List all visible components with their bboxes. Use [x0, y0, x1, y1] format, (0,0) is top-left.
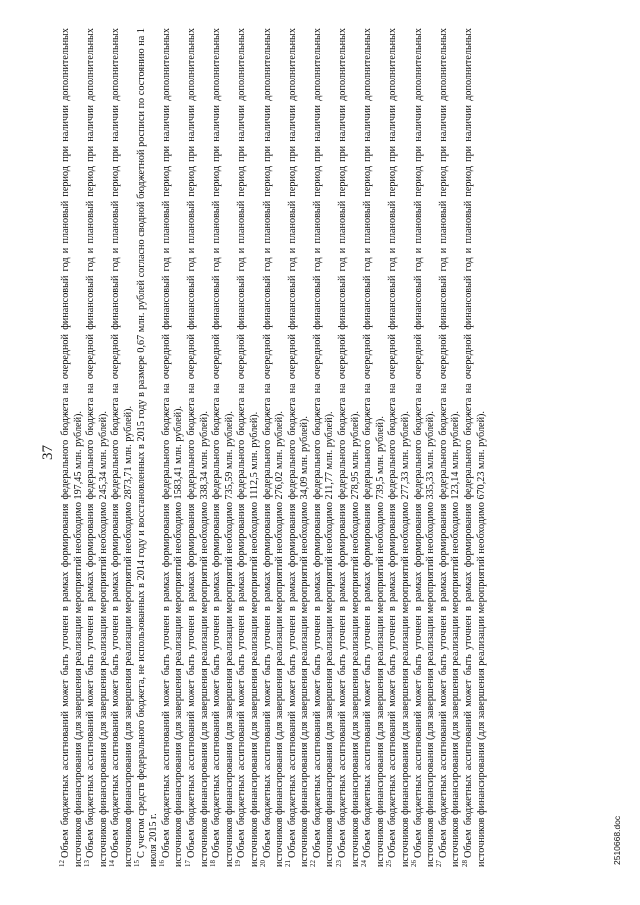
footnote-text: Объем бюджетных ассигнований может быть уточнен в рамках формирования федерального бюджета на очередной финансовый год и плановый период при наличии дополнительных источников финансирования (для завершения реализации мероприятий необходимо 338,34 млн. рублей).	[185, 28, 210, 867]
footnote-text: Объем бюджетных ассигнований может быть уточнен в рамках формирования федерального бюджета на очередной финансовый год и плановый период при наличии дополнительных источников финансирования (для завершения реализации мероприятий необходимо 245,34 млн. рублей).	[85, 28, 109, 867]
footnote-number: 20	[259, 860, 268, 867]
document-filename: 2510668.doc	[612, 815, 622, 865]
footnote-number: 28	[460, 860, 469, 867]
footnote-number: 17	[183, 860, 192, 867]
footnote-number: 24	[359, 860, 368, 867]
footnote-text: Объем бюджетных ассигнований может быть уточнен в рамках формирования федерального бюджета на очередной финансовый год и плановый период при наличии дополнительных источников финансирования (для завершения реализации мероприятий необходимо 2873,71 млн. рублей).	[110, 28, 134, 867]
footnote	[387, 28, 412, 867]
footnote	[334, 28, 362, 867]
footnotes-list	[57, 28, 488, 867]
footnote-number: 22	[309, 860, 318, 867]
footnote	[183, 28, 211, 867]
footnote-number: 26	[410, 860, 419, 867]
footnote-number: 18	[208, 860, 217, 867]
footnote	[208, 28, 236, 867]
footnote-text: Объем бюджетных ассигнований может быть уточнен в рамках формирования федерального бюджета на очередной финансовый год и плановый период при наличии дополнительных источников финансирования (для завершения реализации мероприятий необходимо 34,09 млн. рублей).	[286, 28, 311, 867]
footnote-text: Объем бюджетных ассигнований может быть уточнен в рамках формирования федерального бюджета на очередной финансовый год и плановый период при наличии дополнительных источников финансирования (для завершения реализации мероприятий необходимо 739,5 млн. рублей).	[362, 28, 386, 867]
footnote-number: 19	[233, 860, 242, 867]
footnote-text: Объем бюджетных ассигнований может быть уточнен в рамках формирования федерального бюджета на очередной финансовый год и плановый период при наличии дополнительных источников финансирования (для завершения реализации мероприятий необходимо 197,45 млн. рублей).	[60, 28, 84, 867]
footnote-number: 21	[284, 860, 293, 867]
footnote	[158, 28, 186, 867]
footnote-number: 12	[57, 860, 66, 867]
footnote-text: Объем бюджетных ассигнований может быть уточнен в рамках формирования федерального бюджета на очередной финансовый год и плановый период при наличии дополнительных источников финансирования (для завершения реализации мероприятий необходимо 335,33 млн. рублей).	[412, 28, 437, 867]
footnote	[435, 28, 463, 867]
footnote-number: 15	[133, 860, 142, 867]
footnote-number: 25	[385, 860, 394, 867]
footnote-text: Объем бюджетных ассигнований может быть уточнен в рамках формирования федерального бюджета на очередной финансовый год и плановый период при наличии дополнительных источников финансирования (для завершения реализации мероприятий необходимо 278,95 млн. рублей).	[337, 28, 361, 867]
footnote-number: 27	[435, 860, 444, 867]
footnote-number: 13	[82, 860, 91, 867]
footnote	[233, 28, 261, 867]
footnote	[410, 28, 438, 867]
footnote	[82, 28, 110, 867]
footnote-number: 16	[158, 860, 167, 867]
footnote	[107, 28, 135, 867]
footnote-number: 14	[107, 860, 116, 867]
footnote	[133, 28, 161, 867]
footnote-text: С учетом средств федерального бюджета, не использованных в 2014 году и восстановленных в 2015 году в размере 0,67 млн. рублей согласно сводной бюджетной росписи по состоянию на 1 июля 2015 г.	[135, 28, 160, 867]
footnote-number: 23	[334, 860, 343, 867]
footnote-text: Объем бюджетных ассигнований может быть уточнен в рамках формирования федерального бюджета на очередной финансовый год и плановый период при наличии дополнительных источников финансирования (для завершения реализации мероприятий необходимо 670,23 млн. рублей).	[463, 28, 487, 867]
footnote	[259, 28, 287, 867]
footnote	[284, 28, 312, 867]
page-number: 37	[40, 445, 56, 460]
footnote-text: Объем бюджетных ассигнований может быть уточнен в рамках формирования федерального бюджета на очередной финансовый год и плановый период при наличии дополнительных источников финансирования (для завершения реализации мероприятий необходимо 276,02 млн. рублей).	[261, 28, 286, 867]
footnote-text: Объем бюджетных ассигнований может быть уточнен в рамках формирования федерального бюджета на очередной финансовый год и плановый период при наличии дополнительных источников финансирования (для завершения реализации мероприятий необходимо 123,14 млн. рублей).	[437, 28, 462, 867]
footnote	[460, 28, 488, 867]
footnote-text: Объем бюджетных ассигнований может быть уточнен в рамках формирования федерального бюджета на очередной финансовый год и плановый период при наличии дополнительных источников финансирования (для завершения реализации мероприятий необходимо 735,59 млн. рублей).	[211, 28, 235, 867]
footnote-text: Объем бюджетных ассигнований может быть уточнен в рамках формирования федерального бюджета на очередной финансовый год и плановый период при наличии дополнительных источников финансирования (для завершения реализации мероприятий необходимо 1112,5 млн. рублей).	[236, 28, 260, 867]
footnote-text: Объем бюджетных ассигнований может быть уточнен в рамках формирования федерального бюджета на очередной финансовый год и плановый период при наличии дополнительных источников финансирования (для завершения реализации мероприятий необходимо 211,77 млн. рублей).	[311, 28, 336, 867]
footnote	[359, 28, 387, 867]
footnote	[57, 28, 85, 867]
footnote-text: Объем бюджетных ассигнований может быть уточнен в рамках формирования федерального бюджета на очередной финансовый год и плановый период при наличии дополнительных источников финансирования (для завершения реализации мероприятий необходимо 277,33 млн. рублей).	[387, 28, 412, 867]
footnote-text: Объем бюджетных ассигнований может быть уточнен в рамках формирования федерального бюджета на очередной финансовый год и плановый период при наличии дополнительных источников финансирования (для завершения реализации мероприятий необходимо 1583,41 млн. рублей).	[160, 28, 185, 867]
footnote	[309, 28, 337, 867]
